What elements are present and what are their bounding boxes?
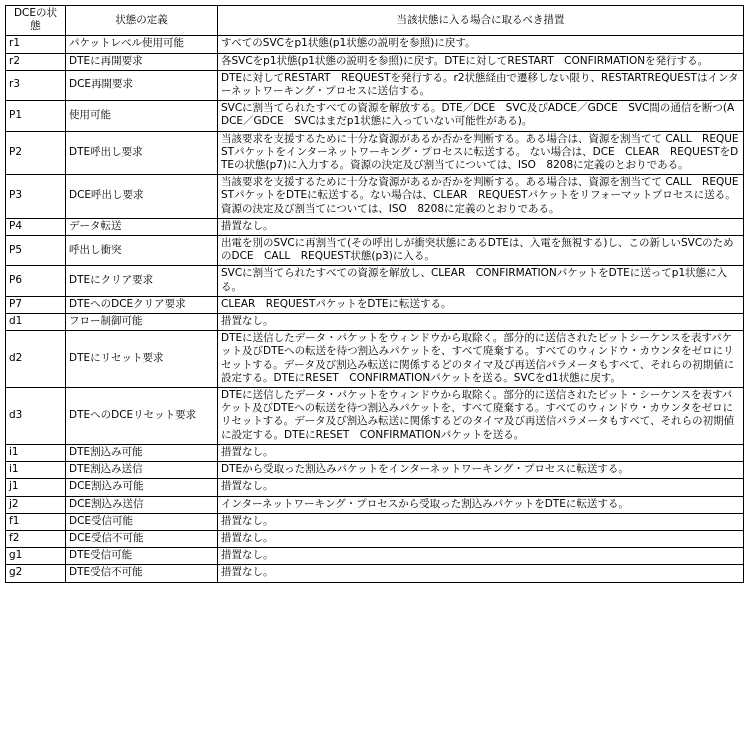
- table-row: [6, 565, 744, 582]
- state-definition: DTE割込み可能: [66, 444, 218, 461]
- state-action: 措置なし。: [218, 479, 744, 496]
- table-row: [6, 331, 744, 388]
- header-state-definition: 状態の定義: [66, 6, 218, 36]
- state-table-container: [5, 5, 743, 583]
- state-action: DTEに送信したデータ・パケットをウィンドウから取除く。部分的に送信されたビット・シーケンスを表すパケット及びDTEへの転送を待つ割込みパケットを、すべて廃棄する。すべてのウィンドウ・カウンタをゼロにリセットする。データ及び割込み転送に関係するどのタイマ及び再送信パラメータもすべて、それらの初期値に設定する。DTEにRESET CONFIRMATIONパケットを送る。: [218, 388, 744, 445]
- state-code: P6: [6, 266, 66, 296]
- state-code: P5: [6, 236, 66, 266]
- state-definition: DTEへのDCEリセット要求: [66, 388, 218, 445]
- state-definition: DCE受信不可能: [66, 530, 218, 547]
- state-action: SVCに割当てられたすべての資源を解放する。DTE／DCE SVC及びADCE／GDCE SVC間の通信を断つ(ADCE／GDCE SVCはまだp1状態に入っていない可能性がある)。: [218, 101, 744, 131]
- table-row: [6, 131, 744, 175]
- state-code: r1: [6, 36, 66, 53]
- state-code: P3: [6, 175, 66, 219]
- state-definition: DCE割込み可能: [66, 479, 218, 496]
- table-row: [6, 388, 744, 445]
- table-header-row: [6, 6, 744, 36]
- table-row: [6, 266, 744, 296]
- table-row: [6, 530, 744, 547]
- table-row: [6, 462, 744, 479]
- table-row: [6, 175, 744, 219]
- table-row: [6, 36, 744, 53]
- state-definition: DTE受信可能: [66, 548, 218, 565]
- state-code: d1: [6, 314, 66, 331]
- state-definition: データ転送: [66, 218, 218, 235]
- state-code: i1: [6, 462, 66, 479]
- state-definition: DCE呼出し要求: [66, 175, 218, 219]
- state-code: r2: [6, 53, 66, 70]
- table-row: [6, 101, 744, 131]
- table-row: [6, 218, 744, 235]
- table-row: [6, 53, 744, 70]
- state-definition: フロー制御可能: [66, 314, 218, 331]
- state-code: g2: [6, 565, 66, 582]
- state-code: r3: [6, 70, 66, 100]
- table-row: [6, 513, 744, 530]
- table-row: [6, 548, 744, 565]
- state-definition: DTEに再開要求: [66, 53, 218, 70]
- state-action: すべてのSVCをp1状態(p1状態の説明を参照)に戻す。: [218, 36, 744, 53]
- state-definition: DTEにクリア要求: [66, 266, 218, 296]
- state-definition: DTE割込み送信: [66, 462, 218, 479]
- state-definition: DTEにリセット要求: [66, 331, 218, 388]
- state-action: DTEから受取った割込みパケットをインターネットワーキング・プロセスに転送する。: [218, 462, 744, 479]
- table-row: [6, 479, 744, 496]
- state-code: d3: [6, 388, 66, 445]
- state-definition: DCE受信可能: [66, 513, 218, 530]
- header-action: 当該状態に入る場合に取るべき措置: [218, 6, 744, 36]
- state-code: d2: [6, 331, 66, 388]
- table-row: [6, 70, 744, 100]
- state-definition: DCE割込み送信: [66, 496, 218, 513]
- state-code: P2: [6, 131, 66, 175]
- state-definition: DCE再開要求: [66, 70, 218, 100]
- table-row: [6, 296, 744, 313]
- state-action: CLEAR REQUESTパケットをDTEに転送する。: [218, 296, 744, 313]
- state-action: 措置なし。: [218, 314, 744, 331]
- state-code: P4: [6, 218, 66, 235]
- state-code: f1: [6, 513, 66, 530]
- state-action: 出電を別のSVCに再割当て(その呼出しが衝突状態にあるDTEは、入電を無視する)し、この新しいSVCのためのDCE CALL REQUEST状態(p3)に入る。: [218, 236, 744, 266]
- state-code: i1: [6, 444, 66, 461]
- state-action: 措置なし。: [218, 218, 744, 235]
- state-definition: DTEへのDCEクリア要求: [66, 296, 218, 313]
- state-action: インターネットワーキング・プロセスから受取った割込みパケットをDTEに転送する。: [218, 496, 744, 513]
- state-action: SVCに割当てられたすべての資源を解放し、CLEAR CONFIRMATIONパケットをDTEに送ってp1状態に入る。: [218, 266, 744, 296]
- state-action: 措置なし。: [218, 565, 744, 582]
- state-code: P7: [6, 296, 66, 313]
- state-definition: DTE受信不可能: [66, 565, 218, 582]
- state-action: 措置なし。: [218, 444, 744, 461]
- state-action: 各SVCをp1状態(p1状態の説明を参照)に戻す。DTEに対してRESTART CONFIRMATIONを発行する。: [218, 53, 744, 70]
- state-action: 当該要求を支援するために十分な資源があるか否かを判断する。ある場合は、資源を割当てて CALL REQUESTパケットをDTEに転送する。ない場合は、CLEAR REQUESTパケットをリフォーマットプロセスに送る。資源の決定及び割当てについては、ISO 8208に定義のとおりである。: [218, 175, 744, 219]
- dce-state-table: [5, 5, 744, 583]
- state-action: 措置なし。: [218, 548, 744, 565]
- state-action: DTEに送信したデータ・パケットをウィンドウから取除く。部分的に送信されたビットシーケンスを表すパケット及びDTEへの転送を待つ割込みパケットを、すべて廃棄する。すべてのウィンドウ・カウンタをゼロにリセットする。データ及び割込み転送に関係するどのタイマ及び再送信パラメータもすべて、それらの初期値に設定する。DTEにRESET CONFIRMATIONパケットを送る。SVCをd1状態に戻す。: [218, 331, 744, 388]
- state-code: P1: [6, 101, 66, 131]
- state-action: 措置なし。: [218, 513, 744, 530]
- state-code: f2: [6, 530, 66, 547]
- state-definition: 使用可能: [66, 101, 218, 131]
- table-row: [6, 496, 744, 513]
- table-row: [6, 444, 744, 461]
- state-code: g1: [6, 548, 66, 565]
- state-action: 当該要求を支援するために十分な資源があるか否かを判断する。ある場合は、資源を割当てて CALL REQUESTパケットをインターネットワーキング・プロセスに転送する。 ない場合は、DCE CLEAR REQUESTをDTEの状態(p7)に入力する。資源の決定及び割当てについては、ISO 8208に定義のとおりである。: [218, 131, 744, 175]
- state-definition: パケットレベル使用可能: [66, 36, 218, 53]
- state-code: j1: [6, 479, 66, 496]
- state-definition: DTE呼出し要求: [66, 131, 218, 175]
- state-action: DTEに対してRESTART REQUESTを発行する。r2状態経由で遷移しない限り、RESTARTREQUESTはインターネットワーキング・プロセスに送信する。: [218, 70, 744, 100]
- state-action: 措置なし。: [218, 530, 744, 547]
- header-dce-state: DCEの状態: [6, 6, 66, 36]
- table-row: [6, 236, 744, 266]
- state-definition: 呼出し衝突: [66, 236, 218, 266]
- state-code: j2: [6, 496, 66, 513]
- table-row: [6, 314, 744, 331]
